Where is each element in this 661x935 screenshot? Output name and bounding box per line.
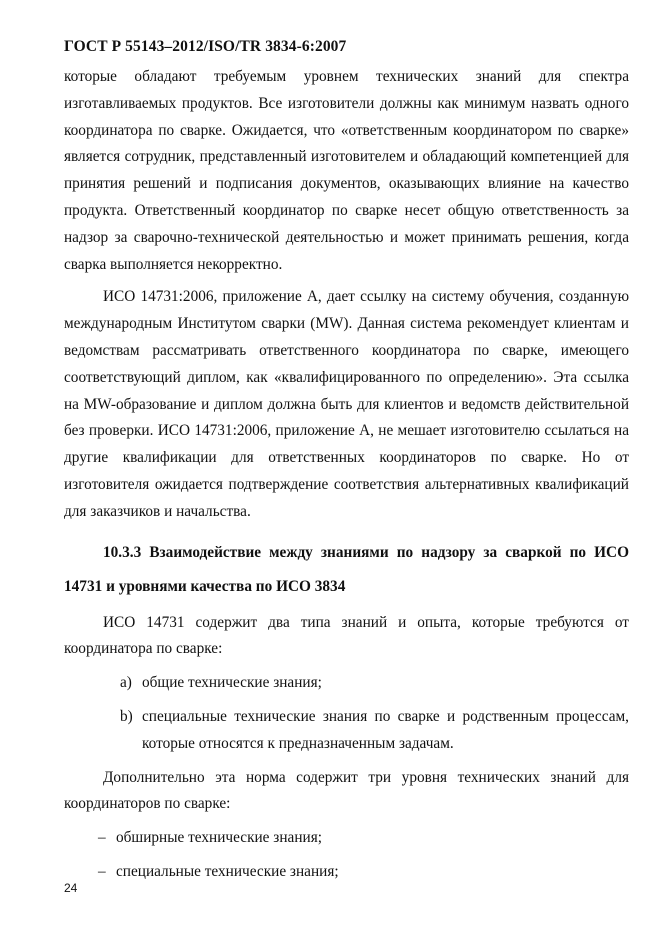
paragraph-1: которые обладают требуемым уровнем технических знаний для спектра изготавливаемых продуктов. Все изготовители должны как минимум назвать одного координатора по сварке. Ожидается, что «ответственным координатором по сварке» является сотрудник, представленный изготовителем и обладающий компетенцией для принятия решений и подписания документов, оказывающих влияние на качество продукта. Ответственный координатор по сварке несет общую ответственность за надзор за сварочно-технической деятельностью и может принимать решения, когда сварка выполняется некорректно. <box>64 68 629 273</box>
paragraph-2: ИСО 14731:2006, приложение А, дает ссылку на систему обучения, созданную международным Институтом сварки (MW). Данная система рекомендует клиентам и ведомствам рассматривать ответственного координатора по сварке, имеющего соответствующий диплом, как «квалифицированного по определению». Эта ссылка на MW-образование и диплом должна быть для клиентов и ведомств действительной без проверки. ИСО 14731:2006, приложение А, не мешает изготовителю ссылаться на другие квалификации для ответственных координаторов по сварке. Но от изготовителя ожидается подтверждение соответствия альтернативных квалификаций для заказчиков и начальства. <box>64 288 629 520</box>
dash-item-text: специальные технические знания; <box>116 862 339 880</box>
list-item-text: общие технические знания; <box>142 674 322 692</box>
document-header: ГОСТ Р 55143–2012/ISO/TR 3834-6:2007 <box>64 38 347 55</box>
document-body <box>64 64 629 886</box>
paragraph-3: ИСО 14731 содержит два типа знаний и опыта, которые требуются от координатора по сварке: <box>64 613 629 658</box>
list-item-text: специальные технические знания по сварке и родственным процессам, которые относятся к предназначенным задачам. <box>142 707 629 752</box>
list-item-a <box>64 670 629 697</box>
dash-item-1 <box>64 825 629 852</box>
paragraph-4: Дополнительно эта норма содержит три уровня технических знаний для координаторов по сварке: <box>64 768 629 813</box>
list-marker: b) <box>120 707 133 725</box>
page-number: 24 <box>64 881 78 895</box>
dash-marker: – <box>98 862 106 880</box>
dash-item-2 <box>64 859 629 886</box>
section-heading: 10.3.3 Взаимодействие между знаниями по надзору за сваркой по ИСО 14731 и уровнями качества по ИСО 3834 <box>64 543 629 595</box>
list-item-b <box>64 704 629 758</box>
list-marker: a) <box>120 674 132 692</box>
dash-item-text: обширные технические знания; <box>116 829 322 847</box>
dash-marker: – <box>98 829 106 847</box>
